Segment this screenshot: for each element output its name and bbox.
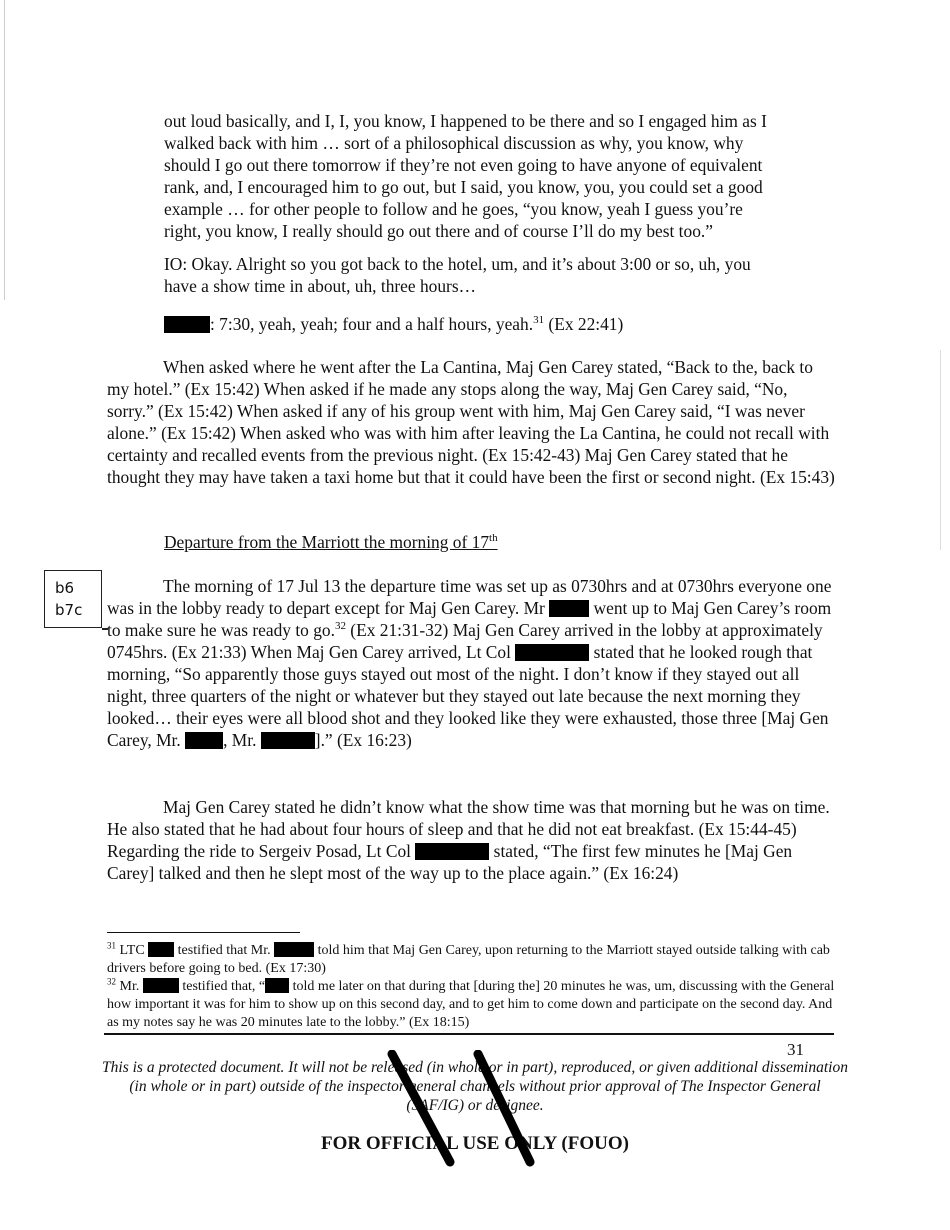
redaction-block — [549, 600, 589, 617]
footnote-ref-31[interactable]: 31 — [533, 314, 545, 327]
redaction-block — [515, 644, 589, 661]
paragraph-showtime — [107, 796, 835, 884]
io-question: IO: Okay. Alright so you got back to the hotel, um, and it’s about 3:00 or so, uh, you have a show time in about, uh, three hours… — [164, 254, 751, 296]
redaction-block — [185, 732, 223, 749]
departure-text-1: The morning of 17 Jul 13 the departure time was set up as 0730hrs and at 0730hrs everyone one was in the lobby ready to depart except for Maj Gen Carey. Mr — [107, 576, 832, 618]
departure-text-5: , Mr. — [223, 730, 261, 750]
showtime-text-1: Maj Gen Carey stated he didn’t know what the show time was that morning but he was on time. He also stated that he had about four hours of sleep and that he did not eat breakfast. (Ex 15:44-45) Regarding the ride to Sergeiv Posad, Lt Col — [107, 797, 830, 861]
departure-text-6: ].” (Ex 16:23) — [314, 730, 412, 750]
fouo-marking: FOR OFFICIAL USE ONLY (FOUO) — [321, 1133, 629, 1154]
paragraph-departure — [107, 575, 835, 751]
scan-edge-mark — [940, 350, 941, 550]
footnote-text: told him that Maj Gen Carey, upon returning to the Marriott stayed outside talking with cab drivers before going to bed. (Ex 17:30) — [107, 943, 830, 976]
redaction-block — [415, 843, 489, 860]
reply-text: : 7:30, yeah, yeah; four and a half hours, yeah. — [210, 314, 534, 334]
redaction-block — [143, 978, 179, 993]
footnote-text: LTC — [116, 943, 149, 958]
departure-text-2: went up to Maj Gen Carey’s room to make sure he was ready to go. — [107, 598, 832, 640]
redaction-block — [274, 942, 314, 957]
footnote-32 — [107, 978, 835, 1032]
footnote-text: testified that, “ — [178, 979, 266, 994]
section-heading-sup: th — [489, 532, 498, 545]
footnote-separator — [107, 932, 300, 933]
witness-reply — [164, 313, 782, 335]
exemption-margin-box — [44, 570, 102, 628]
section-heading-text: Departure from the Marriott the morning of 17 — [164, 532, 490, 552]
redaction-block — [265, 978, 289, 993]
departure-text-3: (Ex 21:31-32) Maj Gen Carey arrived in the lobby at approximately 0745hrs. (Ex 21:33) When Maj Gen Carey arrived, Lt Col — [107, 620, 823, 662]
section-heading — [164, 532, 498, 553]
page-number: 31 — [787, 1040, 804, 1059]
quoted-testimony: out loud basically, and I, I, you know, I happened to be there and so I engaged him as I walked back with him … sort of a philosophical discussion as why, you know, why should I go out there tomorrow if they’re not even going to have anyone of equivalent rank, and, I encouraged him to go out, but I said, you know, you, you could set a good example … for other people to follow and he goes, “you know, yeah I guess you’re right, you know, I really should go out there and of course I’ll do my best too.” — [164, 111, 767, 241]
footnote-bottom-rule — [104, 1033, 834, 1035]
footnote-ref-32[interactable]: 32 — [334, 620, 346, 633]
redaction-block — [261, 732, 315, 749]
departure-text-4: stated that he looked rough that morning, “So apparently those guys stayed out most of the night. I don’t know if they stayed out all night, three quarters of the night or whatever but they stayed out late because the next morning they looked… their eyes were all blood shot and they looked like they were exhausted, those three [Maj Gen Carey, Mr. — [107, 642, 829, 750]
footnote-number: 32 — [107, 976, 116, 987]
redaction-block — [164, 316, 210, 333]
protected-document-notice: This is a protected document. It will not be released (in whole or in part), reproduced, or given additional dissemination (in whole or in part) outside of the inspector general channels without prior approval of The Inspector General (SAF/IG) or designee. — [102, 1059, 848, 1114]
footnote-text: told me later on that during that [during the] 20 minutes he was, um, discussing with the General how important it was for him to show up on this second day, and to get him to come down and participate on the second day. And as my notes say he was 20 minutes late to the lobby.” (Ex 18:15) — [107, 979, 835, 1030]
exemption-code-b6: b6 — [55, 579, 75, 597]
footnote-number: 31 — [107, 940, 116, 951]
reply-cite: (Ex 22:41) — [544, 314, 624, 334]
footnote-text: Mr. — [116, 979, 143, 994]
paragraph-cantina: When asked where he went after the La Cantina, Maj Gen Carey stated, “Back to the, back to my hotel.” (Ex 15:42) When asked if he made any stops along the way, Maj Gen Carey said, “No, sorry.” (Ex 15:42) When asked if any of his group went with him, Maj Gen Carey said, “I was never alone.” (Ex 15:42) When asked who was with him after leaving the La Cantina, he could not recall with certainty and recalled events from the previous night. (Ex 15:42-43) Maj Gen Carey stated that he thought they may have taken a taxi home but that it could have been the first or second night. (Ex 15:43) — [107, 357, 835, 487]
footnote-text: testified that Mr. — [174, 943, 275, 958]
redaction-block — [148, 942, 174, 957]
footnote-31 — [107, 942, 835, 978]
scan-edge-mark — [4, 0, 5, 300]
showtime-text-2: stated, “The first few minutes he [Maj Gen Carey] talked and then he slept most of the way up to the place again.” (Ex 16:24) — [107, 841, 793, 883]
exemption-code-b7c: b7c — [55, 601, 83, 619]
